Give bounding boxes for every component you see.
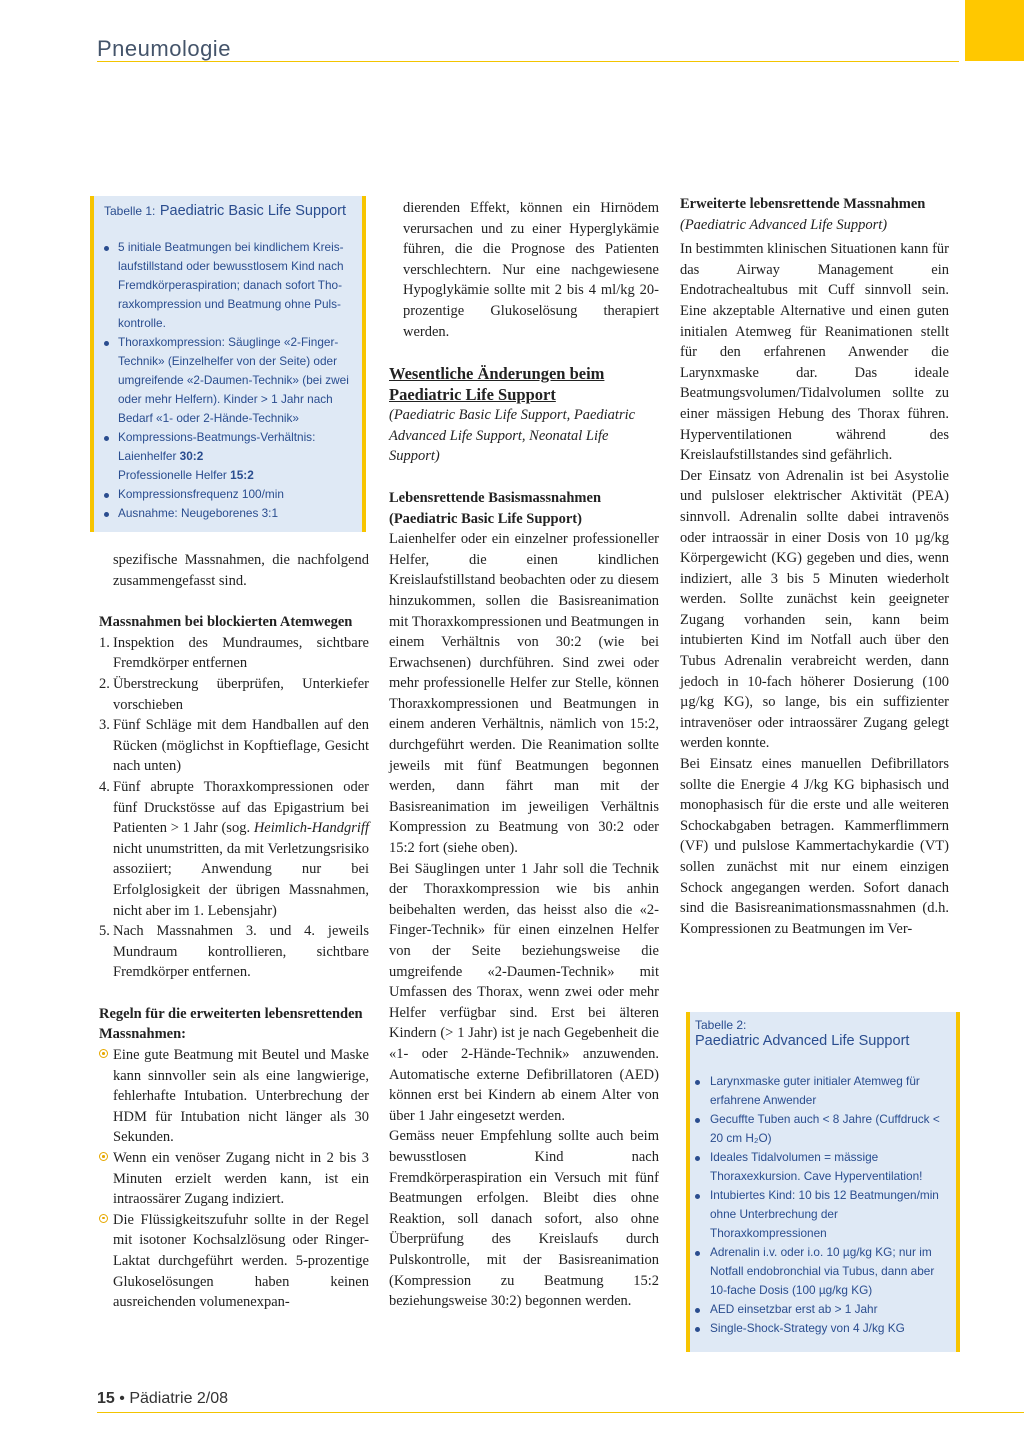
table-1-item: 5 initiale Beatmungen bei kindlichem Kreis-laufstillstand oder bewusstlosem Kind nach Fremdkörperaspiration; danach sofort Tho-raxkompression und Beatmung ohne Puls-kontrolle. bbox=[104, 238, 350, 333]
heading-advanced-measures-sub: (Paediatric Advanced Life Support) bbox=[680, 216, 888, 233]
table-2-item: Intubiertes Kind: 10 bis 12 Beatmungen/min ohne Unterbrechung der Thoraxkompressionen bbox=[695, 1186, 943, 1243]
para-basic: Laienhelfer oder ein einzelner professioneller Helfer, die einen kindlichen Kreislaufstillstand beobachten oder zu diesem hinzukommen, sollen die Basisreanimation mit Thoraxkompressionen und Beatmungen in einem Verhältnis von 30:2 (wie bei Erwachsenen) durchführen. Sind zwei oder mehr professionelle Helfer zur Stelle, können Thoraxkompressionen und Beatmungen in einem anderen Verhältnis, nämlich von 15:2, durchgeführt werden. Die Reanimation sollte jeweils mit fünf Beatmungen begonnen werden, dann fährt man mit der Basisreanimation im jeweiligen Verhältnis Kompression zu Beatmung von 30:2 oder 15:2 fort (siehe oben). bbox=[389, 531, 659, 857]
table-1-title: Paediatric Basic Life Support bbox=[159, 203, 347, 219]
para-foreign-body: Gemäss neuer Empfehlung sollte auch beim bewusstlosen Kind nach Fremdkörperaspiration ein Versuch mit fünf Beatmungen erfolgen. Bleibt dies ohne Reaktion, soll danach sofort, also ohne Überprüfung des Kreislaufs durch Pulskontrolle, mit der Basisreanimation (Kompression zu Beatmung 15:2 beziehungsweise 30:2) begonnen werden. bbox=[389, 1128, 659, 1310]
heading-blocked-airways: Massnahmen bei blockierten Atemwegen bbox=[99, 614, 353, 631]
blocked-airway-steps bbox=[99, 633, 369, 983]
column-2 bbox=[389, 198, 659, 1312]
step-item: 5. Nach Massnahmen 3. und 4. jeweils Mundraum kontrollieren, sichtbare Fremdkörper entfernen. bbox=[99, 923, 369, 981]
table-1-accent-bar bbox=[90, 196, 94, 532]
table-1-caption bbox=[104, 202, 346, 220]
bullet-icon bbox=[695, 1327, 700, 1332]
journal-issue: Pädiatrie 2/08 bbox=[129, 1390, 229, 1407]
heading-key-changes: Wesentliche Änderungen beim Paediatric Life Support bbox=[389, 364, 605, 405]
column-3 bbox=[680, 194, 949, 939]
bullet-icon bbox=[104, 436, 109, 441]
table-1-item: Thoraxkompression: Säuglinge «2-Finger-Technik» (Einzelhelfer von der Seite) oder umgreifende «2-Daumen-Technik» (bei zwei oder mehr Helfern). Kinder > 1 Jahr nach Bedarf «1- oder 2-Hände-Technik» bbox=[104, 333, 350, 428]
heading-basic-measures: Lebensrettende Basismassnahmen (Paediatric Basic Life Support) bbox=[389, 489, 602, 527]
bullet-icon bbox=[104, 246, 109, 251]
table-2-item: AED einsetzbar erst ab > 1 Jahr bbox=[695, 1300, 943, 1319]
step-item: 2. Überstreckung überprüfen, Unterkiefer vorschieben bbox=[99, 675, 369, 713]
table-2-item: Larynxmaske guter initialer Atemweg für erfahrene Anwender bbox=[695, 1072, 943, 1110]
para-defibrillation: Bei Einsatz eines manuellen Defibrillators sollte die Energie 4 J/kg KG biphasisch und monophasisch für die erste und alle weiteren Schockabgaben betragen. Kammerflimmern (VF) und pulslose Kammertachykardie (VT) sollen zunächst mit nur einem einzigen Schock angegangen werden. Sofort danach sind die Basisreanimationsmassnahmen (d.h. Kompressionen zu Beatmungen im Ver- bbox=[680, 756, 949, 937]
rule-item: Die Flüssigkeitszufuhr sollte in der Regel mit isotoner Kochsalzlösung oder Ringer-Laktat durchgeführt werden. 5-prozentige Glukoselösungen haben keinen ausreichenden volumenexpan- bbox=[99, 1210, 369, 1313]
col1-intro: spezifische Massnahmen, die nachfolgend zusammengefasst sind. bbox=[113, 552, 369, 589]
column-1 bbox=[99, 550, 369, 1313]
table-2-label: Tabelle 2: bbox=[695, 1018, 747, 1032]
heading-advanced-rules: Regeln für die erweiterten lebensrettenden Massnahmen: bbox=[99, 1005, 363, 1043]
table-2-item: Ideales Tidalvolumen = mässige Thoraxexkursion. Cave Hyperventilation! bbox=[695, 1148, 943, 1186]
table-2-item: Single-Shock-Strategy von 4 J/kg KG bbox=[695, 1319, 943, 1338]
ratio-lay-value: 30:2 bbox=[179, 449, 204, 463]
footer-divider bbox=[97, 1412, 1024, 1413]
para-adrenalin: Der Einsatz von Adrenalin ist bei Asystolie und pulsloser elektrischer Aktivität (PEA) sinnvoll. Adrenalin sollte dabei intravenös oder intraossär in einer Dosis von 10 µg/kg Körpergewicht (KG) gegeben und dies, wenn indiziert, alle 3 bis 5 Minuten wiederholt werden. Sollte zunächst kein geeigneter Zugang vorhanden sein, kann beim intubierten Kind im Notfall auch über den Tubus Adrenalin verabreicht werden, dann jedoch in 10-fach höherer Dosierung (100 µg/kg KG), so lange, bis ein suffizienter intravenöser oder intraossärer Zugang gelegt werden konnte. bbox=[680, 467, 949, 752]
table-1-item: Kompressions-Beatmungs-Verhältnis: Laienhelfer 30:2 Professionelle Helfer 15:2 bbox=[104, 428, 350, 485]
bullet-icon bbox=[104, 341, 109, 346]
table-2-item: Gecuffte Tuben auch < 8 Jahre (Cuffdruck < 20 cm H₂O) bbox=[695, 1110, 943, 1148]
col2-continuation: dierenden Effekt, können ein Hirnödem verursachen und zu einer Hyperglykämie führen, die die Prognose des Patienten verschlechtern. Nur eine nachgewiesene Hypoglykämie sollte mit 2 bis 4 ml/kg 20-prozentige Glukoselösung therapiert werden. bbox=[403, 200, 659, 340]
bullet-icon bbox=[695, 1251, 700, 1256]
bullet-icon bbox=[695, 1080, 700, 1085]
bullet-icon bbox=[104, 493, 109, 498]
para-airway: In bestimmten klinischen Situationen kann für das Airway Management ein Endotrachealtubus mit Cuff sinnvoll sein. Eine akzeptable Alternative und einen guten initialen Atemweg für Reanimationen stellt für den erfahrenen Anwender die Larynxmaske dar. Das ideale Beatmungsvolumen/Tidalvolumen sollte zu einer mässigen Hebung des Thorax führen. Hyperventilationen während des Kreislaufstillstandes sind gefährlich. bbox=[680, 241, 949, 464]
bullet-icon bbox=[104, 512, 109, 517]
heimlich-term: Heimlich-Handgriff bbox=[253, 820, 369, 837]
page-number: 15 bbox=[97, 1390, 115, 1407]
para-infants: Bei Säuglingen unter 1 Jahr soll die Technik der Thoraxkompression wie bis anhin beibehalten werden, das heisst also die «2-Finger-Technik» für einen einzelnen Helfer von der Seite beziehungsweise die umgreifende «2-Daumen-Technik» mit Umfassen des Thorax, wenn zwei oder mehr Helfer verfügbar sind. Erst bei älteren Kindern (> 1 Jahr) ist je nach Gegebenheit die «1- oder 2-Hände-Technik» anzuwenden. Automatische externe Defibrillatoren (AED) können erst bei Kindern ab einem Alter von über 1 Jahr eingesetzt werden. bbox=[389, 860, 659, 1124]
table-2-list bbox=[695, 1072, 943, 1338]
rule-item: Wenn ein venöser Zugang nicht in 2 bis 3 Minuten erzielt werden kann, ist ein intraossärer Zugang indiziert. bbox=[99, 1148, 369, 1210]
header-divider bbox=[97, 61, 959, 62]
advanced-rules-list bbox=[99, 1045, 369, 1313]
table-2-accent-bar bbox=[686, 1012, 690, 1352]
step-item: 3. Fünf Schläge mit dem Handballen auf den Rücken (möglichst in Kopftieflage, Gesicht nach unten) bbox=[99, 717, 369, 775]
heading-key-changes-sub: (Paediatric Basic Life Support, Paediatric Advanced Life Support, Neonatal Life Support) bbox=[389, 407, 636, 465]
section-title: Pneumologie bbox=[97, 36, 231, 61]
bullet-icon bbox=[695, 1194, 700, 1199]
bullet-icon bbox=[695, 1308, 700, 1313]
bullet-icon bbox=[695, 1156, 700, 1161]
step-item: 1. Inspektion des Mundraumes, sichtbare Fremdkörper entfernen bbox=[99, 634, 369, 672]
target-bullet-icon bbox=[99, 1214, 108, 1223]
target-bullet-icon bbox=[99, 1152, 108, 1161]
table-1-box bbox=[90, 196, 366, 532]
table-1-item: Ausnahme: Neugeborenes 3:1 bbox=[104, 504, 350, 523]
step-item: 4. Fünf abrupte Thoraxkompressionen oder fünf Druckstösse auf das Epigastrium bei Patienten > 1 Jahr (sog. Heimlich-Handgriff nicht unumstritten, da mit Verletzungsrisiko assoziiert; Anwendung nur bei Erfolglosigkeit der übrigen Massnahmen, nicht aber im 1. Lebensjahr) bbox=[99, 778, 369, 919]
table-2-title: Paediatric Advanced Life Support bbox=[695, 1033, 910, 1049]
rule-item: Eine gute Beatmung mit Beutel und Maske kann sinnvoller sein als eine langwierige, fehlerhafte Intubation. Unterbrechung der HDM für Intubation nicht länger als 30 Sekunden. bbox=[99, 1045, 369, 1148]
table-2-box bbox=[686, 1012, 960, 1352]
ratio-pro-value: 15:2 bbox=[230, 468, 254, 482]
target-bullet-icon bbox=[99, 1049, 108, 1058]
table-1-label: Tabelle 1: bbox=[104, 204, 156, 218]
table-1-list bbox=[104, 238, 350, 523]
footer-separator: • bbox=[119, 1390, 125, 1407]
page-footer bbox=[97, 1390, 228, 1408]
ratio-pro-label: Professionelle Helfer bbox=[118, 468, 227, 482]
bullet-icon bbox=[695, 1118, 700, 1123]
table-1-item: Kompressionsfrequenz 100/min bbox=[104, 485, 350, 504]
header-color-block bbox=[965, 0, 1024, 61]
heading-advanced-measures: Erweiterte lebensrettende Massnahmen bbox=[680, 196, 926, 212]
ratio-lay-label: Laienhelfer bbox=[118, 449, 177, 463]
table-2-item: Adrenalin i.v. oder i.o. 10 µg/kg KG; nur im Notfall endobronchial via Tubus, dann aber 10-fache Dosis (100 µg/kg KG) bbox=[695, 1243, 943, 1300]
